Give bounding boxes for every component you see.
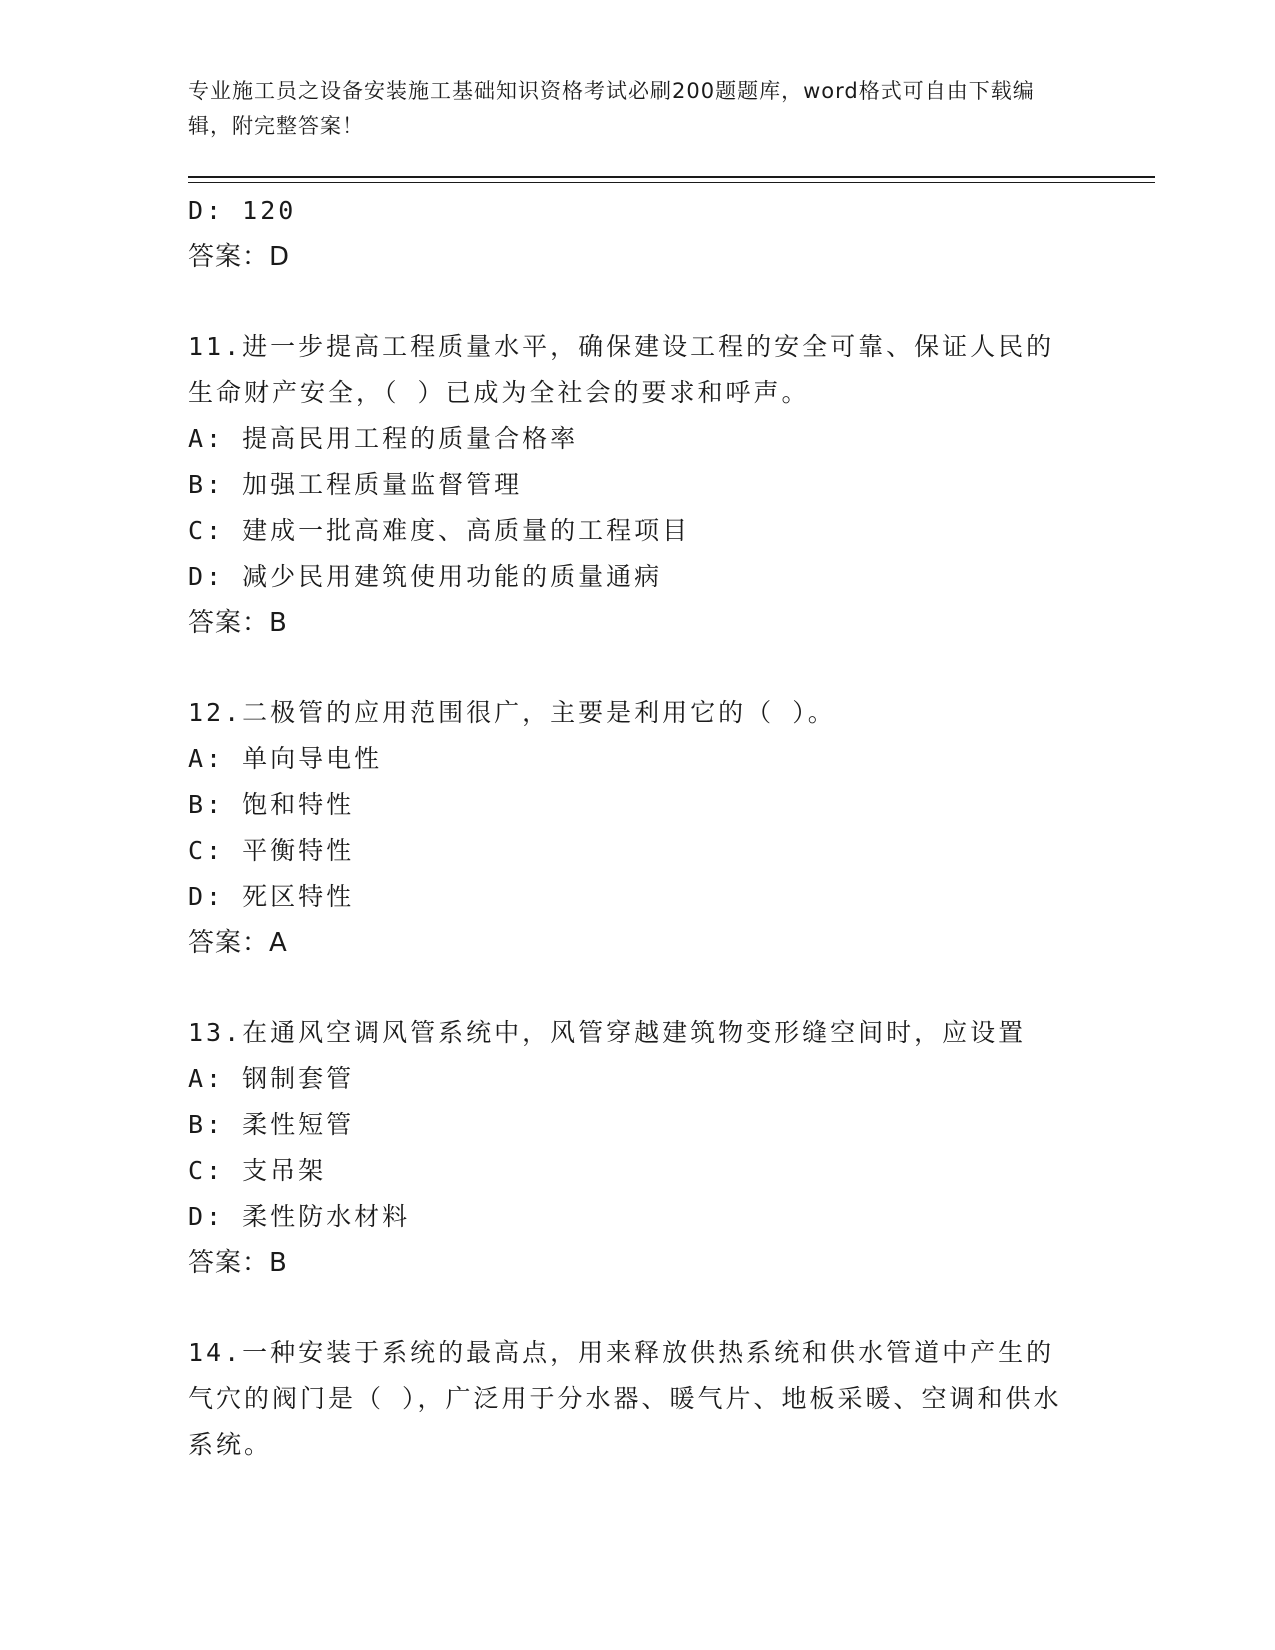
option-c: C: 支吊架 <box>188 1156 327 1185</box>
document-header: 专业施工员之设备安装施工基础知识资格考试必刷200题题库，word格式可自由下载编辑，附完整答案！ <box>188 79 1035 138</box>
question-14 <box>188 1330 1088 1468</box>
option-b: B: 柔性短管 <box>188 1110 355 1139</box>
header-rule-thick <box>188 176 1155 178</box>
prev-option-d: D: 120 <box>188 196 297 225</box>
option-b: B: 加强工程质量监督管理 <box>188 470 523 499</box>
question-11 <box>188 324 1088 646</box>
option-b: B: 饱和特性 <box>188 790 355 819</box>
answer: 答案：B <box>188 608 288 638</box>
header-rule-thin <box>188 182 1155 183</box>
question-list <box>188 188 1088 1468</box>
option-a: A: 单向导电性 <box>188 744 383 773</box>
question-text: 11.进一步提高工程质量水平，确保建设工程的安全可靠、保证人民的生命财产安全，（ ）已成为全社会的要求和呼声。 <box>188 332 1055 407</box>
question-12 <box>188 690 1088 966</box>
option-d: D: 死区特性 <box>188 882 355 911</box>
question-13 <box>188 1010 1088 1286</box>
option-d: D: 减少民用建筑使用功能的质量通病 <box>188 562 663 591</box>
option-c: C: 建成一批高难度、高质量的工程项目 <box>188 516 691 545</box>
option-a: A: 钢制套管 <box>188 1064 355 1093</box>
option-d: D: 柔性防水材料 <box>188 1202 411 1231</box>
prev-answer: 答案：D <box>188 242 291 272</box>
answer: 答案：A <box>188 928 288 958</box>
question-text: 12.二极管的应用范围很广，主要是利用它的（ ）。 <box>188 698 836 727</box>
answer: 答案：B <box>188 1248 288 1278</box>
option-c: C: 平衡特性 <box>188 836 355 865</box>
option-a: A: 提高民用工程的质量合格率 <box>188 424 579 453</box>
question-text: 14.一种安装于系统的最高点，用来释放供热系统和供水管道中产生的气穴的阀门是（ ），广泛用于分水器、暖气片、地板采暖、空调和供水系统。 <box>188 1338 1062 1459</box>
question-text: 13.在通风空调风管系统中，风管穿越建筑物变形缝空间时，应设置 <box>188 1018 1027 1047</box>
